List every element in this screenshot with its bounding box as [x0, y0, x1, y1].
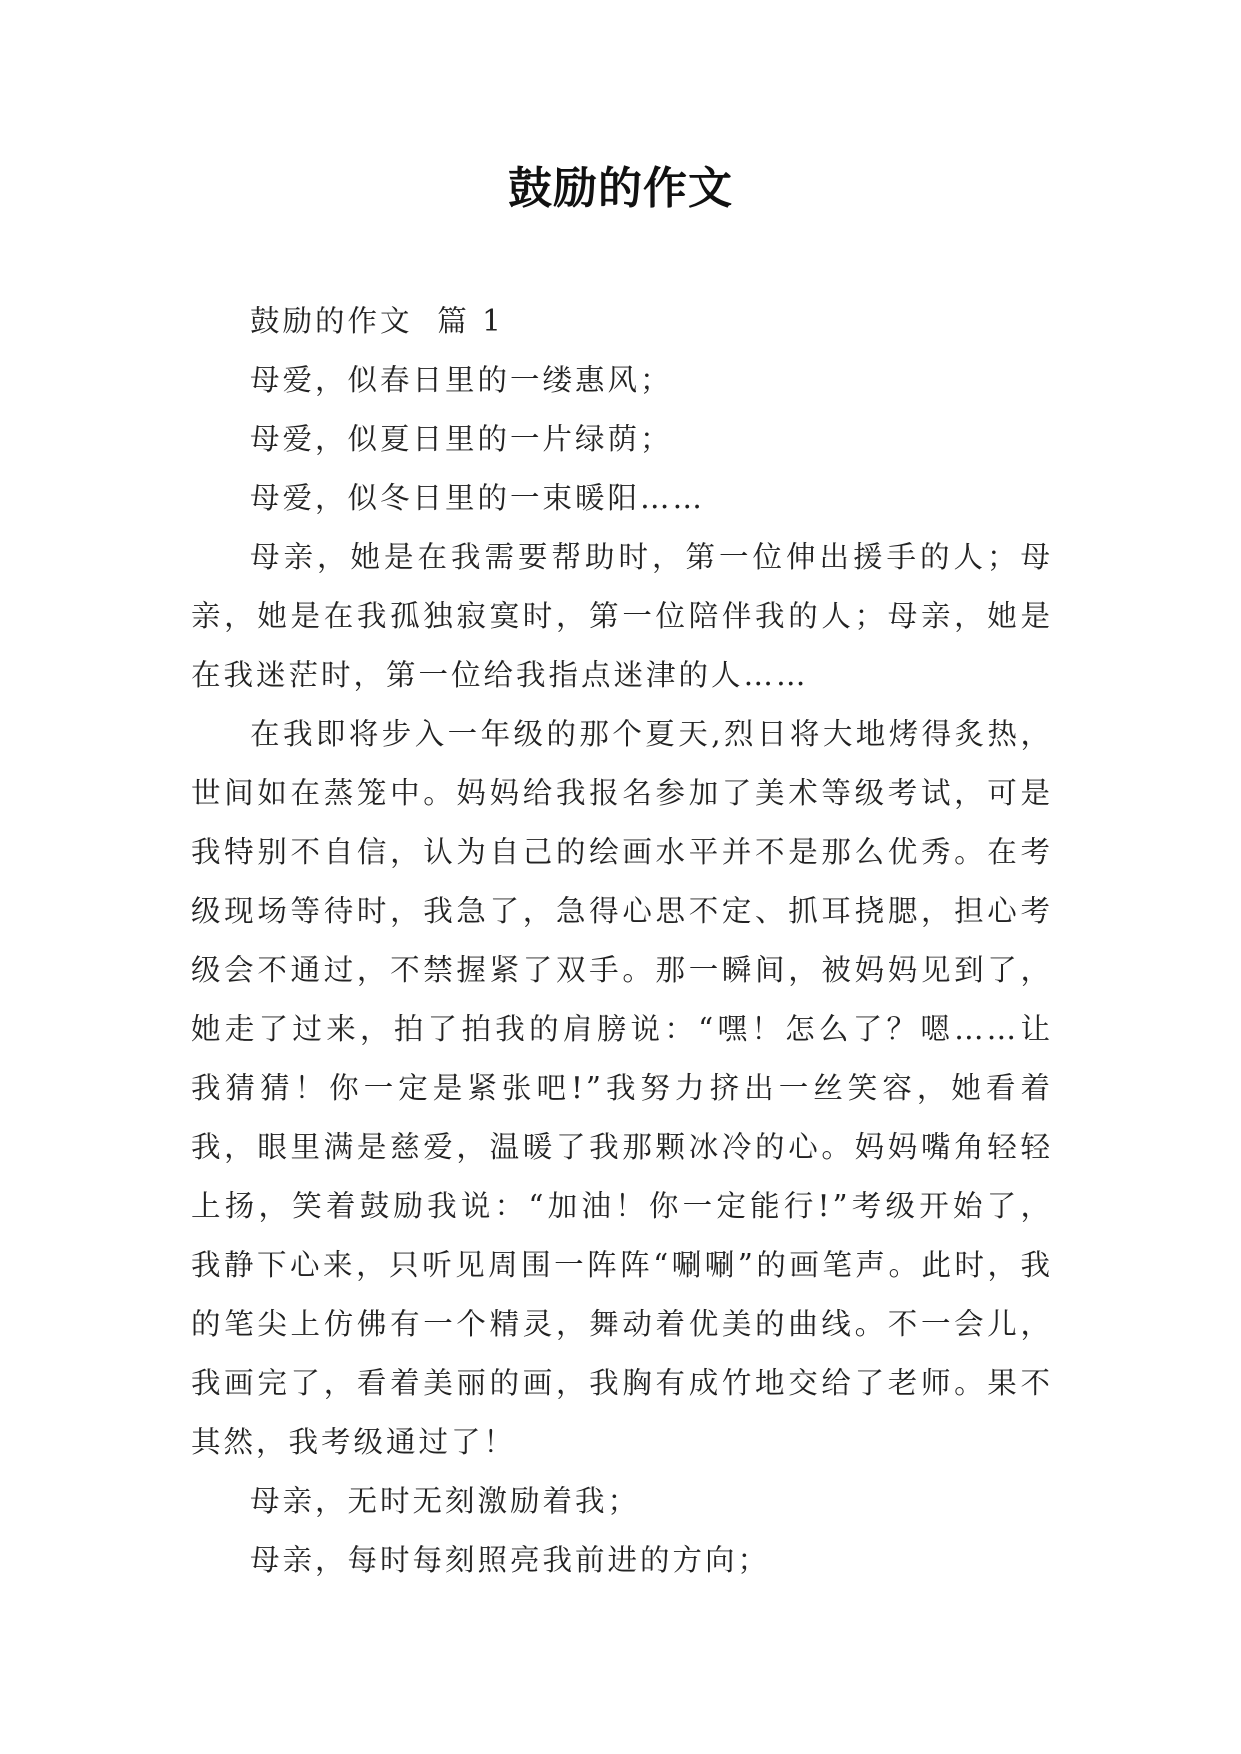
paragraph: 在我即将步入一年级的那个夏天,烈日将大地烤得炙热，世间如在蒸笼中。妈妈给我报名参加了美术等级考试，可是我特别不自信，认为自己的绘画水平并不是那么优秀。在考级现场等待时，我急了，急得心思不定、抓耳挠腮，担心考级会不通过，不禁握紧了双手。那一瞬间，被妈妈见到了，她走了过来，拍了拍我的肩膀说：“嘿！怎么了？嗯……让我猜猜！你一定是紧张吧!”我努力挤出一丝笑容，她看着我，眼里满是慈爱，温暖了我那颗冰冷的心。妈妈嘴角轻轻上扬，笑着鼓励我说：“加油！你一定能行!”考级开始了，我静下心来，只听见周围一阵阵“唰唰”的画笔声。此时，我的笔尖上仿佛有一个精灵，舞动着优美的曲线。不一会儿，我画完了，看着美丽的画，我胸有成竹地交给了老师。果不其然，我考级通过了！ — [191, 717, 1053, 1459]
paragraph: 母亲，每时每刻照亮我前进的方向； — [250, 1543, 771, 1577]
document-body — [191, 292, 1053, 1590]
section-heading: 鼓励的作文 篇 1 — [250, 304, 504, 338]
paragraph: 母亲，无时无刻激励着我； — [250, 1484, 641, 1518]
document-title: 鼓励的作文 — [508, 163, 733, 214]
paragraph: 母爱，似夏日里的一片绿荫； — [250, 422, 673, 456]
paragraph: 母亲，她是在我需要帮助时，第一位伸出援手的人；母亲，她是在我孤独寂寞时，第一位陪伴我的人；母亲，她是在我迷茫时，第一位给我指点迷津的人…… — [191, 540, 1053, 692]
paragraph: 母爱，似冬日里的一束暖阳…… — [250, 481, 706, 515]
paragraph: 母爱，似春日里的一缕惠风； — [250, 363, 673, 397]
